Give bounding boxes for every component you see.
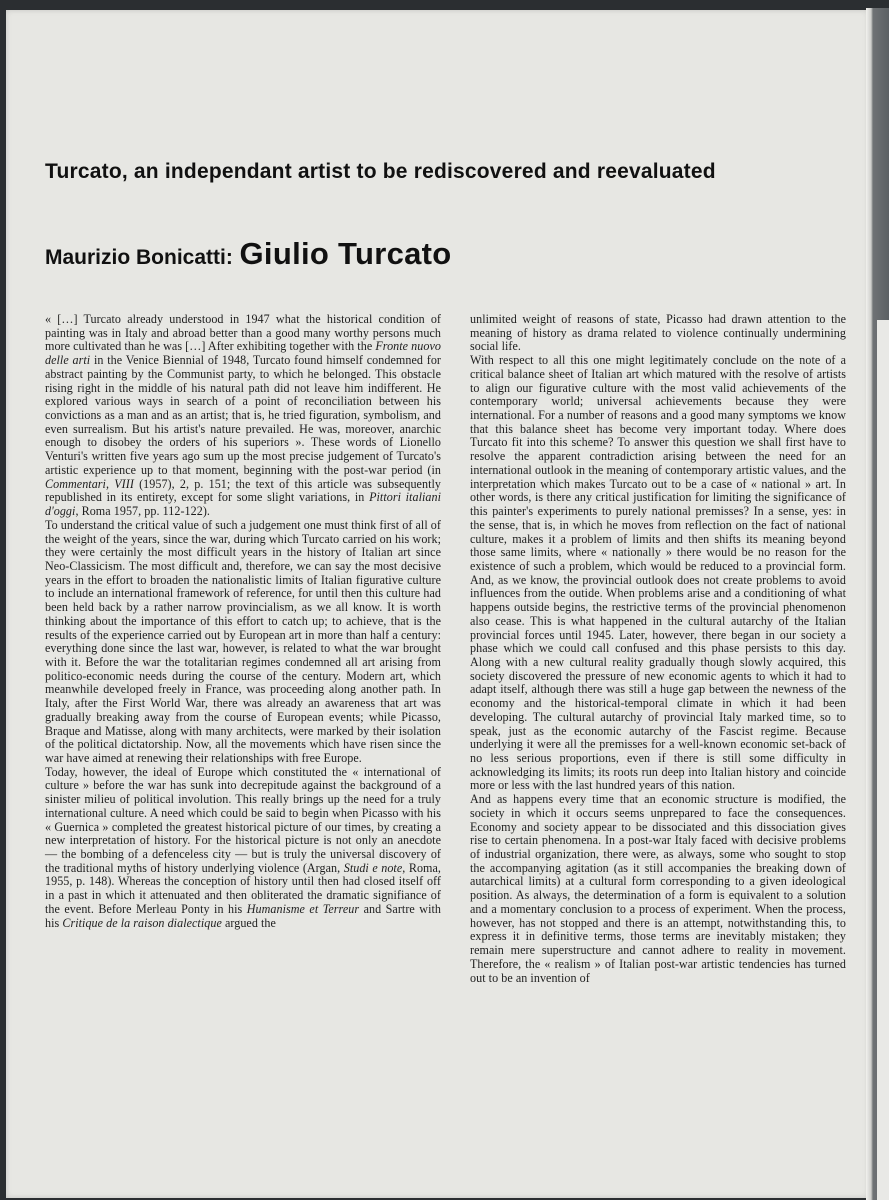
author-name: Maurizio Bonicatti: xyxy=(45,246,233,269)
article-subject-title: Giulio Turcato xyxy=(239,236,452,271)
paragraph: unlimited weight of reasons of state, Picasso had drawn attention to the meaning of history as drama related to violence continually undermining social life. xyxy=(470,312,846,354)
body-column-left xyxy=(45,313,441,930)
paragraph: Today, however, the ideal of Europe which constituted the « international of culture » before the war has sunk into decrepitude against the background of a sinister milieu of political involution. This really brings up the need for a truly international culture. A need which could be said to begin when Picasso with his « Guernica » completed the greatest historical picture of our times, by creating a new interpretation of history. For the historical picture is not only an anecdote — the bombing of a defenceless city — but is truly the universal discovery of the traditional myths of history underlying violence (Argan, Studi e note, Roma, 1955, p. 148). Whereas the conception of history until then had closed itself off in a past in which it attenuated and then obliterated the dramatic signifiance of the event. Before Merleau Ponty in his Humanisme et Terreur and Sartre with his Critique de la raison dialectique argued the xyxy=(45,764,441,930)
next-page-edge xyxy=(877,320,889,1200)
paragraph: And as happens every time that an economic structure is modified, the society in which it occurs seems unprepared to face the consequences. Economy and society appear to be dissociated and this dissociation gives rise to certain phenomena. In a post-war Italy faced with decisive problems of industrial organization, there were, as always, some who sought to stop the accompanying agitation (as it still accompanies the breaking down of autarchical limits) at a cultural form corresponding to a given ideological position. As always, the determination of a form is equivalent to a solution and a momentary conclusion to a process of experiment. When the process, however, has not stopped and there is an attempt, notwithstanding this, to express it in definitive terms, those terms are inevitably mistaken; they remain mere superstructure and cannot adhere to reality in movement. Therefore, the « realism » of Italian post-war artistic tendencies has turned out to be an invention of xyxy=(470,792,846,985)
article-headline: Turcato, an independant artist to be rediscovered and reevaluated xyxy=(45,160,716,183)
paragraph: To understand the critical value of such a judgement one must think first of all of the weight of the years, since the war, during which Turcato carried on his work; they were certainly the most difficult years in the history of Italian art since Neo-Classicism. The most difficult and, therefore, we can say the most decisive years in the effort to broaden the nationalistic limits of Italian figurative culture to include an international framework of reference, for until then this culture had been held back by a rather narrow provincialism, as we all know. It is worth thinking about the importance of this effort to catch up; to achieve, that is the results of the experience carried out by European art in more than half a century: everything done since the last war, however, is related to what the war brought with it. Before the war the totalitarian regimes condemned all art arising from politico-economic needs during the course of the century. Modern art, which meanwhile developed freely in France, was proceeding along another path. In Italy, after the First World War, there was already an awareness that art was gradually breaking away from the course of European events; while Picasso, Braque and Matisse, along with many architects, were marked by their isolation of the political dictatorship. Now, all the movements which have risen since the war have aimed at renewing their relationships with free Europe. xyxy=(45,517,441,765)
body-column-right xyxy=(470,313,846,985)
article-byline xyxy=(45,236,452,272)
paragraph: « […] Turcato already understood in 1947 what the historical condition of painting was in Italy and abroad better than a good many worthy persons much more cultivated than he was […] After exhibiting together with the Fronte nuovo delle arti in the Venice Biennial of 1948, Turcato found himself condemned for abstract painting by the Communist party, to which he belonged. This obstacle rising right in the middle of his natural path did not leave him indifferent. He explored various ways in search of a point of reconciliation between his convictions as a man and as an artist; that is, he tried figuration, symbolism, and even surrealism. But his artist's nature prevailed. He was, moreover, anarchic enough to disobey the orders of his superiors ». These words of Lionello Venturi's written five years ago sum up the most precise judgement of Turcato's artistic experience up to that moment, beginning with the post-war period (in Commentari, VIII (1957), 2, p. 151; the text of this article was subsequently republished in its entirety, except for some slight variations, in Pittori italiani d'oggi, Roma 1957, pp. 112-122). xyxy=(45,312,441,519)
paragraph: With respect to all this one might legitimately conclude on the note of a critical balance sheet of Italian art which matured with the resolve of artists to align our figurative culture with the most valid achievements of the contemporary world; universal achievements because they were international. For a number of reasons and a good many symptoms we know that this balance sheet has become very important today. Where does Turcato fit into this scheme? To answer this question we shall first have to resolve the apparent contradiction arising between the need for an international outlook in the meaning of contemporary artistic values, and the interpretation which makes Turcato out to be a case of « national » art. In other words, is there any critical justification for limiting the significance of this painter's experiments to purely national premisses? In a sense, yes: in the sense, that is, in which he moves from reflection on the fact of national culture, makes it a problem of limits and then shifts its meaning beyond those same limits, where « nationally » there would be no reason for the existence of such a problem, which would be reduced to a provincial form. And, as we know, the provincial outlook does not create problems to avoid influences from the outide. When problems arise and a conditioning of what happens outside begins, the restrictive terms of the provincial phenomenon also cease. This is what happened in the cultural autarchy of the Italian provincial forces until 1945. Later, however, there began in our society a phase which we could call confused and this phase persists to this day. Along with a new cultural reality gradually though slowly acquired, this society discovered the pressure of new economic agents to which it had to adapt itself, although there was still a huge gap between the newness of the economy and the historical-temporal climate in which it had been developing. The cultural autarchy of provincial Italy marked time, so to speak, just as the economic autarchy of the Fascist regime. Because underlying it were all the premisses for a well-known economic set-back of no less serious proportions, even if there is still some difficulty in acknowledging its limits; its roots run deep into Italian history and coincide more or less with the last hundred years of this nation. xyxy=(470,353,846,793)
